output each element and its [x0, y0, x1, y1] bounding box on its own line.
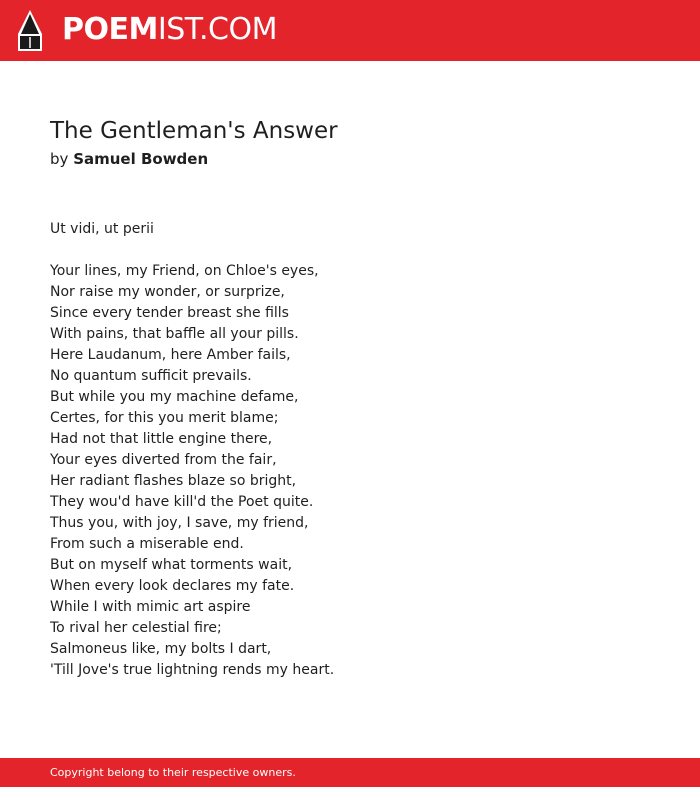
- poem-line: Your eyes diverted from the fair,: [50, 452, 277, 468]
- poem-line: From such a miserable end.: [50, 536, 244, 552]
- poem-line: With pains, that baffle all your pills.: [50, 326, 299, 342]
- poem-line: But on myself what torments wait,: [50, 557, 293, 573]
- poem-line: Nor raise my wonder, or surprize,: [50, 284, 285, 300]
- poem-epigraph: Ut vidi, ut perii: [50, 221, 154, 237]
- poem-line: 'Till Jove's true lightning rends my heart.: [50, 662, 335, 678]
- pen-nib-icon[interactable]: [18, 10, 42, 51]
- poem-line: Since every tender breast she fills: [50, 305, 289, 321]
- poem-line: They wou'd have kill'd the Poet quite.: [50, 494, 314, 510]
- poem-line: No quantum sufficit prevails.: [50, 368, 252, 384]
- poem-line: Here Laudanum, here Amber fails,: [50, 347, 291, 363]
- poem-line: While I with mimic art aspire: [50, 599, 251, 615]
- poem-line: Thus you, with joy, I save, my friend,: [50, 515, 309, 531]
- poem-line: When every look declares my fate.: [50, 578, 295, 594]
- poem-body: [50, 219, 650, 681]
- site-header: [0, 0, 700, 61]
- by-label: by: [50, 150, 69, 168]
- poem-line: Had not that little engine there,: [50, 431, 273, 447]
- poem-line: But while you my machine defame,: [50, 389, 299, 405]
- poem-line: To rival her celestial fire;: [50, 620, 222, 636]
- brand-light: IST.COM: [157, 12, 277, 47]
- byline: [50, 149, 208, 169]
- site-logo[interactable]: [62, 12, 277, 48]
- site-footer: [0, 758, 700, 787]
- author-name: Samuel Bowden: [73, 150, 209, 168]
- copyright-notice: Copyright belong to their respective owners.: [50, 766, 296, 779]
- stanza-gap: [50, 240, 650, 261]
- poem-line: Her radiant flashes blaze so bright,: [50, 473, 297, 489]
- poem-line: Your lines, my Friend, on Chloe's eyes,: [50, 263, 319, 279]
- poem-line: Salmoneus like, my bolts I dart,: [50, 641, 272, 657]
- poem-title: The Gentleman's Answer: [50, 118, 338, 144]
- brand-bold: POEM: [62, 12, 158, 47]
- poem-line: Certes, for this you merit blame;: [50, 410, 279, 426]
